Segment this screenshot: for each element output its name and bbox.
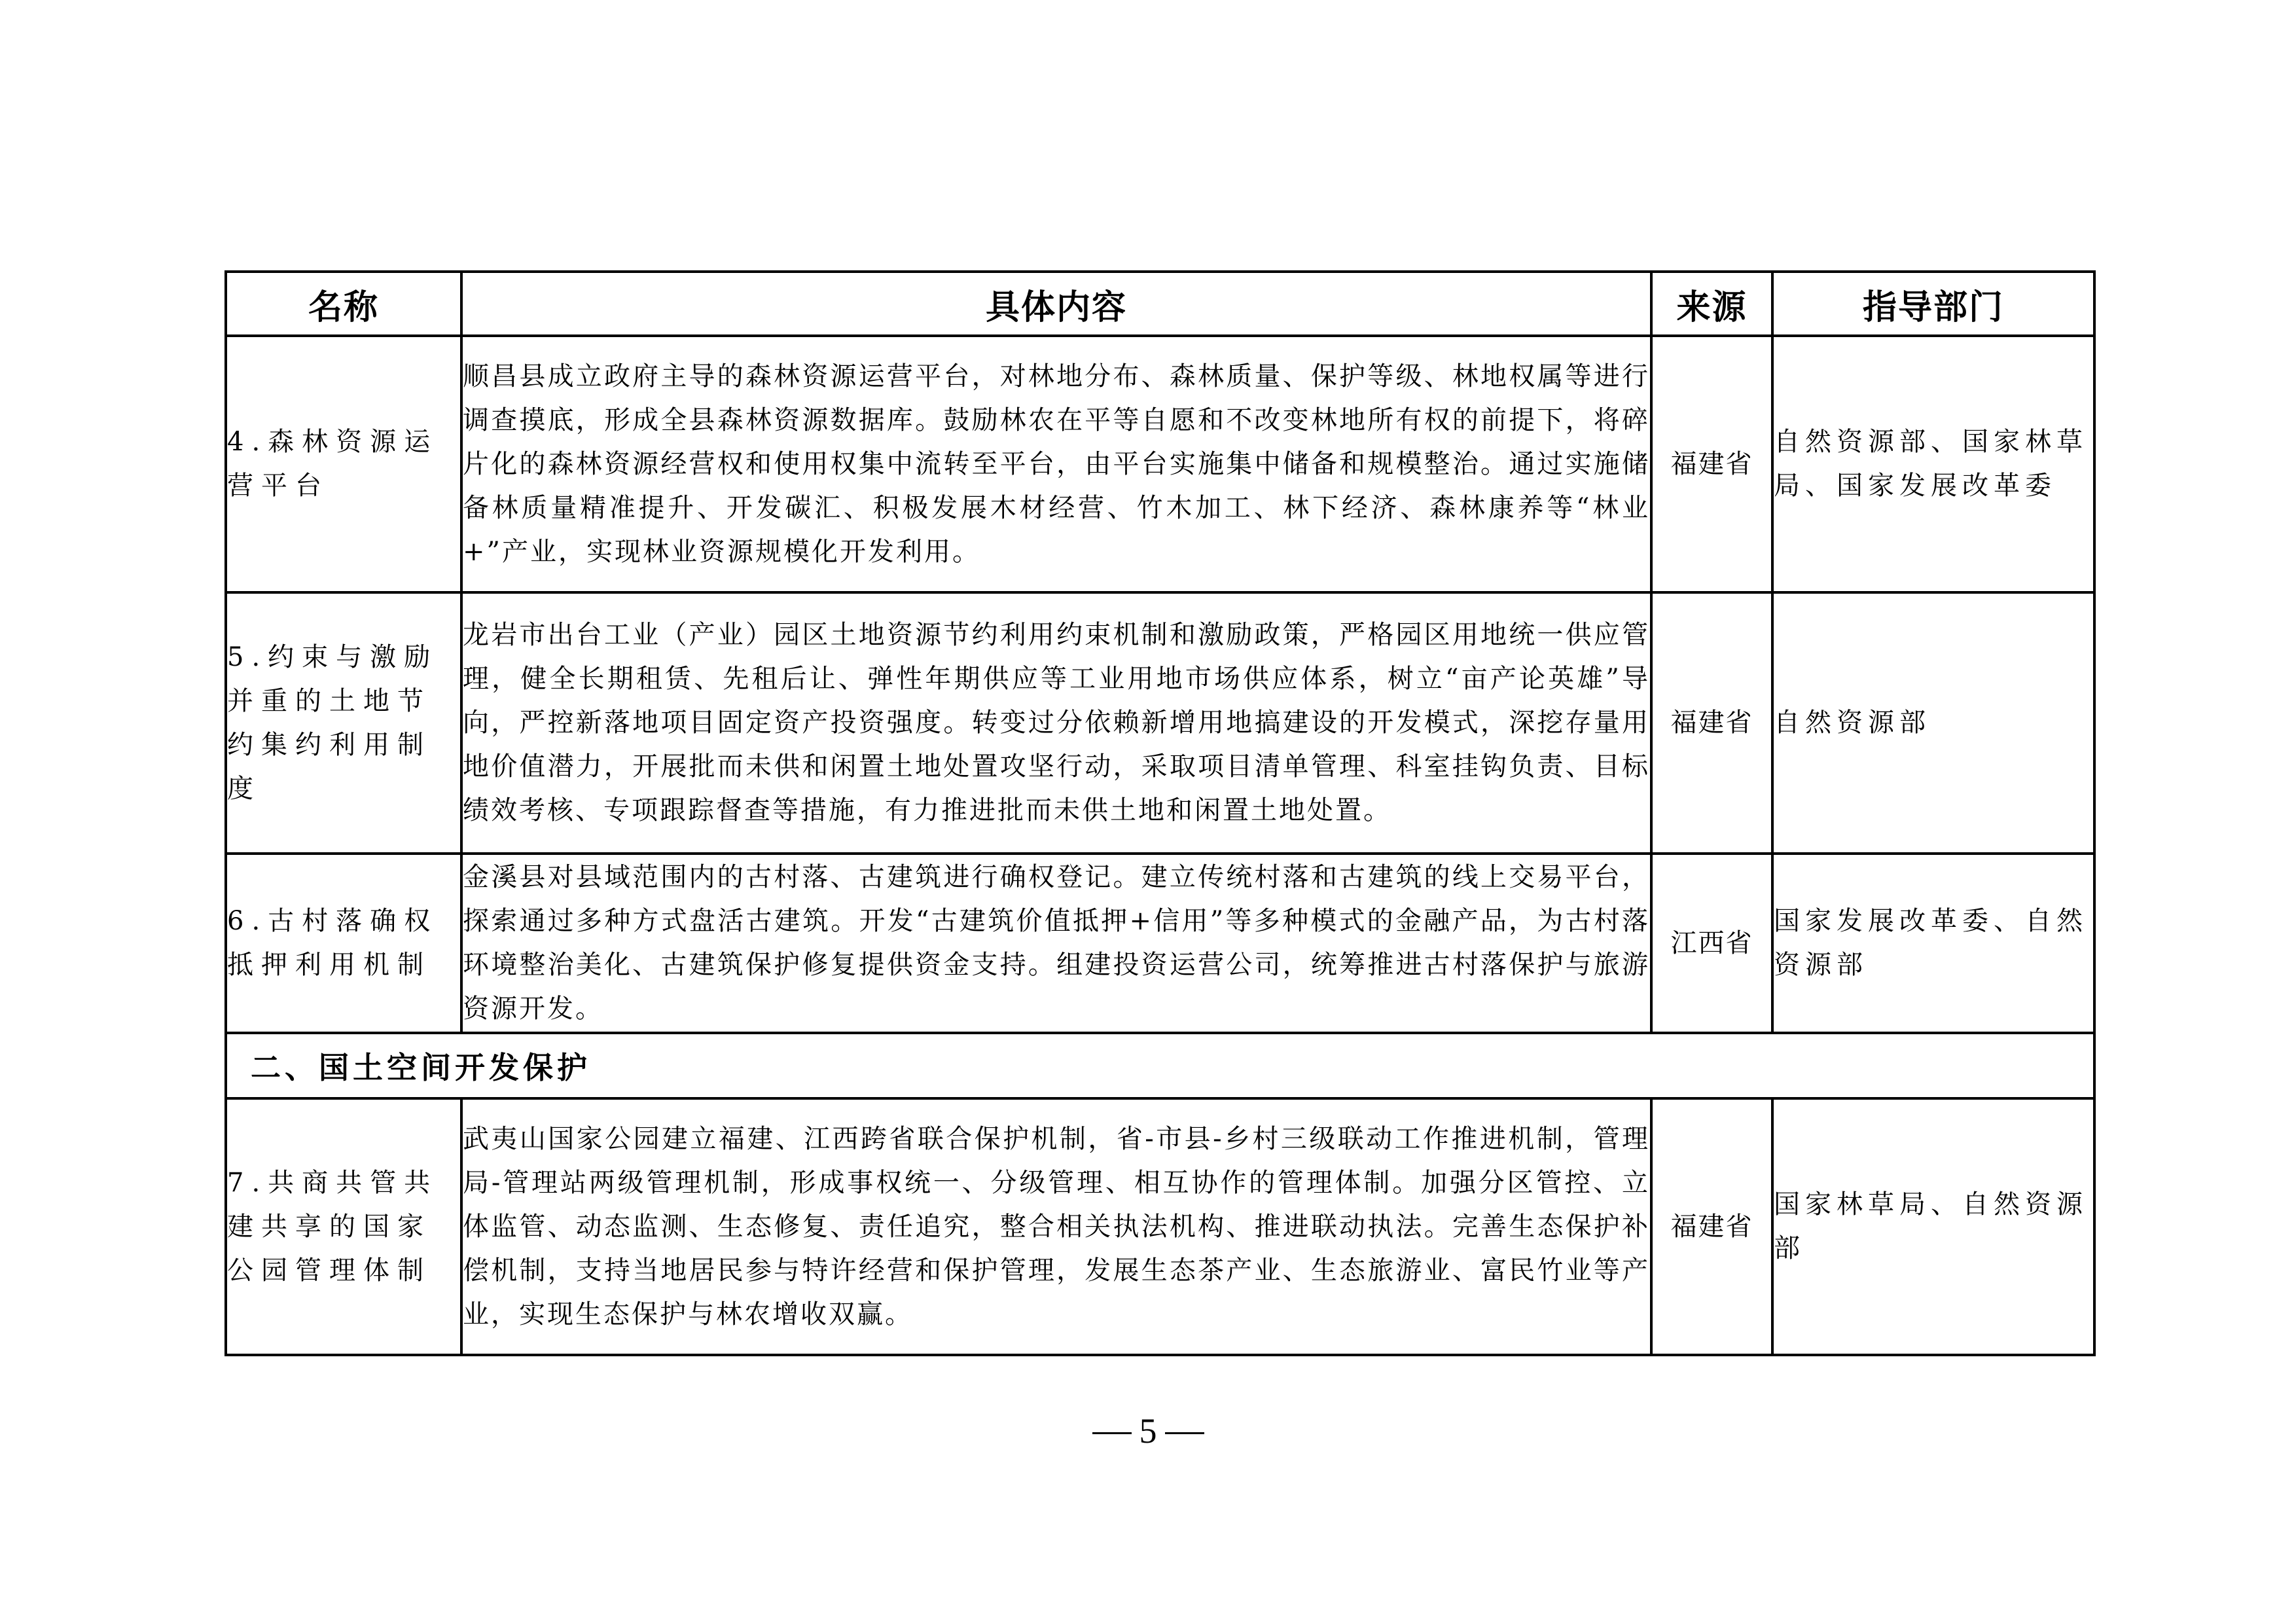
table-row bbox=[226, 1098, 2094, 1355]
page-number bbox=[0, 1411, 2296, 1451]
row-department: 自然资源部、国家林草局、国家发展改革委 bbox=[1774, 427, 2088, 501]
row-name-cell bbox=[226, 592, 461, 854]
row-department-cell bbox=[1772, 1098, 2094, 1355]
row-source: 福建省 bbox=[1670, 1211, 1753, 1242]
row-source: 福建省 bbox=[1670, 448, 1753, 479]
page-number-dash-right bbox=[1165, 1432, 1204, 1434]
row-content-cell bbox=[461, 592, 1651, 854]
row-content-cell bbox=[461, 1098, 1651, 1355]
row-name-cell bbox=[226, 1098, 461, 1355]
row-name: 7.共商共管共建共享的国家公园管理体制 bbox=[227, 1167, 439, 1286]
row-content: 武夷山国家公园建立福建、江西跨省联合保护机制，省-市县-乡村三级联动工作推进机制，管理局-管理站两级管理机制，形成事权统一、分级管理、相互协作的管理体制。加强分区管控、立体监管、动态监测、生态修复、责任追究，整合相关执法机构、推进联动执法。完善生态保护补偿机制，支持当地居民参与特许经营和保护管理，发展生态茶产业、生态旅游业、富民竹业等产业，实现生态保护与林农增收双赢。 bbox=[463, 1123, 1650, 1329]
row-source: 江西省 bbox=[1670, 928, 1753, 958]
row-content: 龙岩市出台工业（产业）园区土地资源节约利用约束机制和激励政策，严格园区用地统一供应管理，健全长期租赁、先租后让、弹性年期供应等工业用地市场供应体系，树立“亩产论英雄”导向，严控新落地项目固定资产投资强度。转变过分依赖新增用地搞建设的开发模式，深挖存量用地价值潜力，开展批而未供和闲置土地处置攻坚行动，采取项目清单管理、科室挂钩负责、目标绩效考核、专项跟踪督查等措施，有力推进批而未供土地和闲置土地处置。 bbox=[463, 620, 1650, 825]
row-department-cell bbox=[1772, 336, 2094, 592]
row-content: 金溪县对县域范围内的古村落、古建筑进行确权登记。建立传统村落和古建筑的线上交易平台，探索通过多种方式盘活古建筑。开发“古建筑价值抵押+信用”等多种模式的金融产品，为古村落环境整治美化、古建筑保护修复提供资金支持。组建投资运营公司，统筹推进古村落保护与旅游资源开发。 bbox=[463, 862, 1650, 1024]
table-row bbox=[226, 592, 2094, 854]
column-header-department: 指导部门 bbox=[1772, 272, 2094, 336]
row-department: 国家发展改革委、自然资源部 bbox=[1774, 906, 2088, 980]
section-title: 二、国土空间开发保护 bbox=[251, 1050, 591, 1085]
row-content: 顺昌县成立政府主导的森林资源运营平台，对林地分布、森林质量、保护等级、林地权属等进行调查摸底，形成全县森林资源数据库。鼓励林农在平等自愿和不改变林地所有权的前提下，将碎片化的森林资源经营权和使用权集中流转至平台，由平台实施集中储备和规模整治。通过实施储备林质量精准提升、开发碳汇、积极发展木材经营、竹木加工、林下经济、森林康养等“林业+”产业，实现林业资源规模化开发利用。 bbox=[463, 361, 1650, 567]
row-department: 自然资源部 bbox=[1774, 708, 1931, 738]
row-department-cell bbox=[1772, 592, 2094, 854]
column-header-content: 具体内容 bbox=[461, 272, 1651, 336]
table-header-row bbox=[226, 272, 2094, 336]
row-department: 国家林草局、自然资源部 bbox=[1774, 1189, 2088, 1263]
page-number-dash-left bbox=[1092, 1432, 1132, 1434]
table-row bbox=[226, 854, 2094, 1033]
row-source: 福建省 bbox=[1670, 708, 1753, 738]
row-source-cell bbox=[1651, 854, 1772, 1033]
row-content-cell bbox=[461, 336, 1651, 592]
row-name: 6.古村落确权抵押利用机制 bbox=[227, 906, 439, 980]
row-name-cell bbox=[226, 336, 461, 592]
row-name: 5.约束与激励并重的土地节约集约利用制度 bbox=[227, 641, 439, 804]
table-row bbox=[226, 336, 2094, 592]
section-header-row bbox=[226, 1033, 2094, 1098]
row-name-cell bbox=[226, 854, 461, 1033]
page-number-value: 5 bbox=[1139, 1411, 1157, 1451]
row-source-cell bbox=[1651, 336, 1772, 592]
row-content-cell bbox=[461, 854, 1651, 1033]
row-source-cell bbox=[1651, 592, 1772, 854]
row-source-cell bbox=[1651, 1098, 1772, 1355]
row-department-cell bbox=[1772, 854, 2094, 1033]
row-name: 4.森林资源运营平台 bbox=[227, 427, 439, 501]
policy-table bbox=[224, 270, 2096, 1356]
section-header-cell bbox=[226, 1033, 2094, 1098]
column-header-name: 名称 bbox=[226, 272, 461, 336]
column-header-source: 来源 bbox=[1651, 272, 1772, 336]
